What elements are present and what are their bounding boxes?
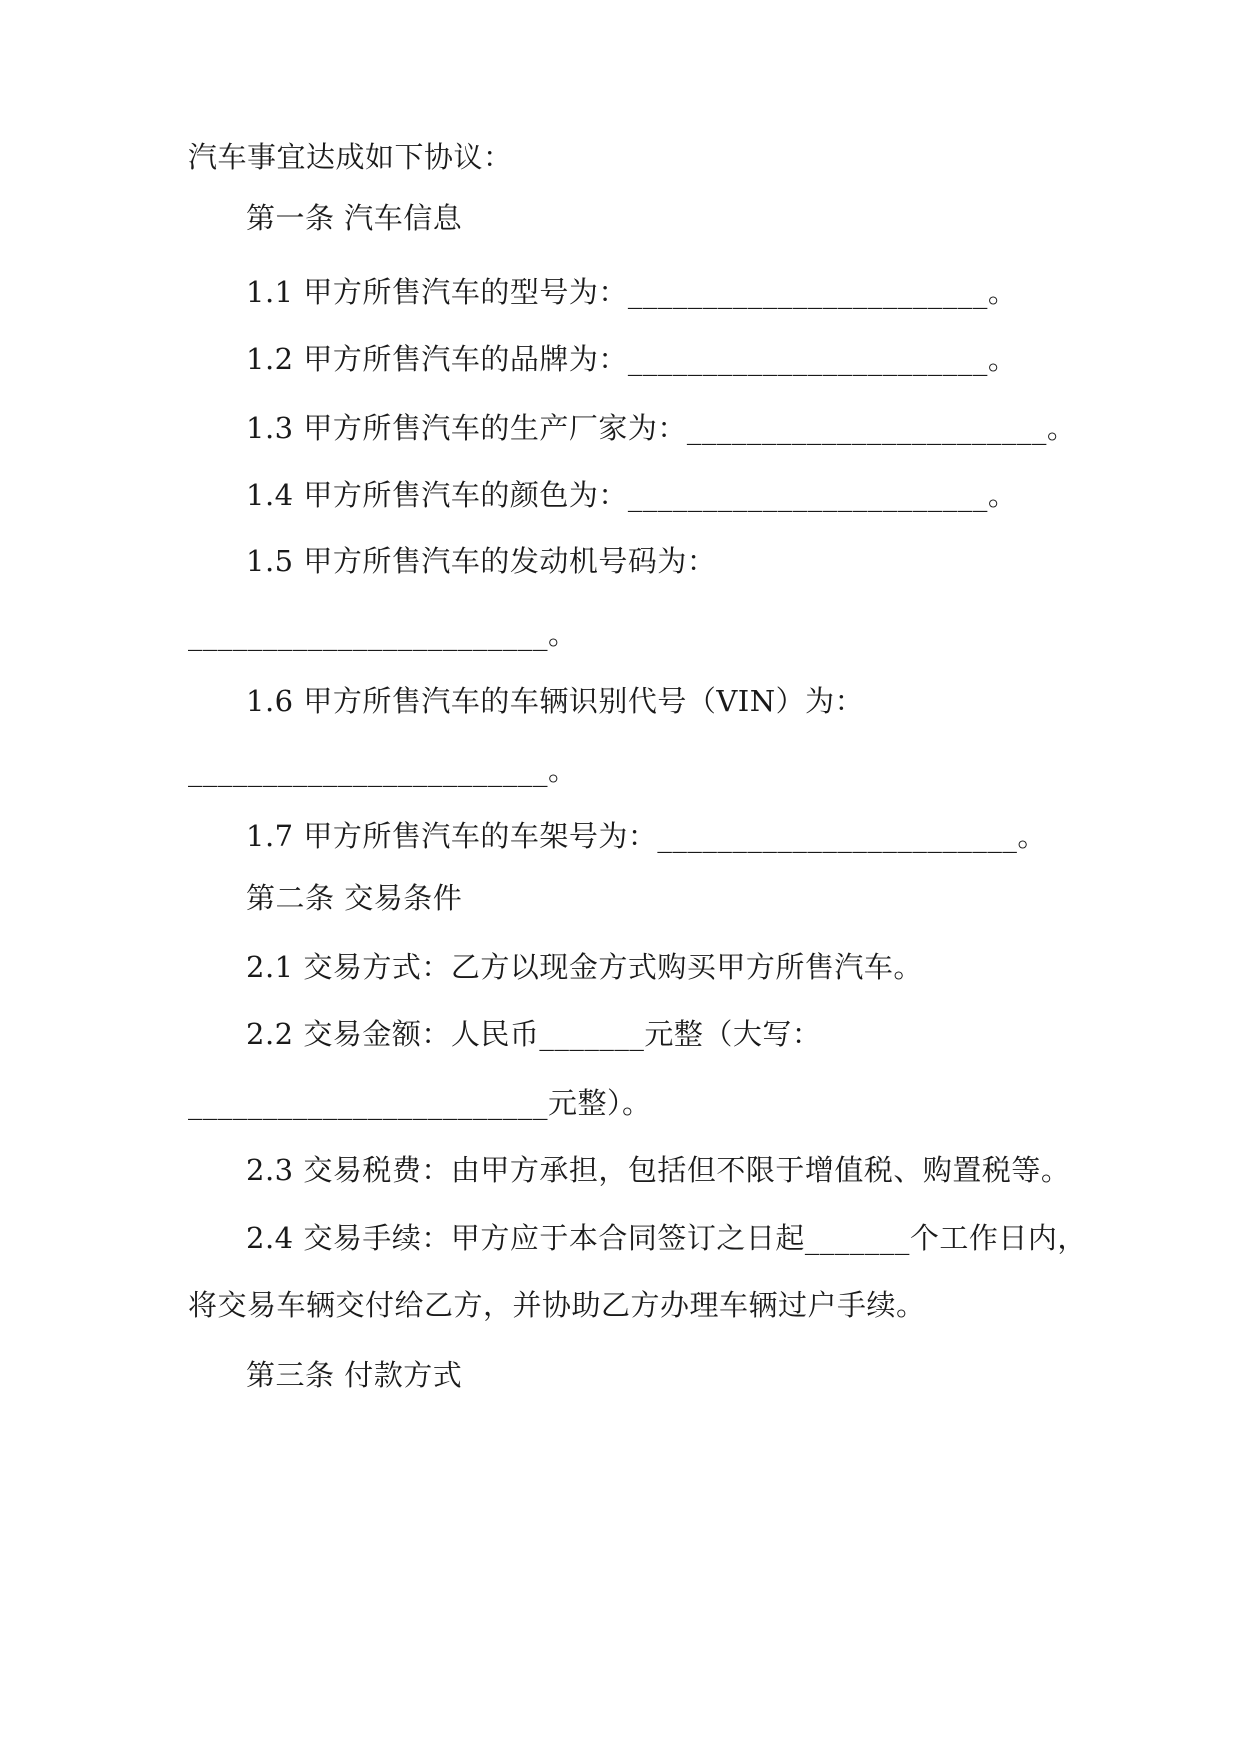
clause-2-2-continued: ________________________元整）。 [188,1086,652,1120]
article-1-heading: 第一条 汽车信息 [246,201,463,235]
clause-2-3: 2.3 交易税费：由甲方承担，包括但不限于增值税、购置税等。 [246,1153,1071,1187]
clause-1-5: 1.5 甲方所售汽车的发动机号码为： [246,544,717,578]
article-2-heading: 第二条 交易条件 [246,881,463,915]
clause-2-2: 2.2 交易金额：人民币_______元整（大写： [246,1017,822,1051]
clause-1-6-blank: ________________________。 [188,753,578,787]
intro-line: 汽车事宜达成如下协议： [188,140,513,174]
clause-1-6: 1.6 甲方所售汽车的车辆识别代号（VIN）为： [246,684,865,718]
clause-1-7: 1.7 甲方所售汽车的车架号为：________________________。 [246,819,1047,853]
clause-1-2: 1.2 甲方所售汽车的品牌为：________________________。 [246,342,1018,376]
clause-1-1: 1.1 甲方所售汽车的型号为：________________________。 [246,275,1018,309]
clause-2-1: 2.1 交易方式：乙方以现金方式购买甲方所售汽车。 [246,950,923,984]
clause-2-4-continued: 将交易车辆交付给乙方，并协助乙方办理车辆过户手续。 [188,1288,926,1322]
article-3-heading: 第三条 付款方式 [246,1358,463,1392]
clause-1-3: 1.3 甲方所售汽车的生产厂家为：________________________。 [246,411,1077,445]
clause-1-4: 1.4 甲方所售汽车的颜色为：________________________。 [246,478,1018,512]
clause-2-4: 2.4 交易手续：甲方应于本合同签订之日起_______个工作日内， [246,1221,1087,1255]
clause-1-5-blank: ________________________。 [188,617,578,651]
